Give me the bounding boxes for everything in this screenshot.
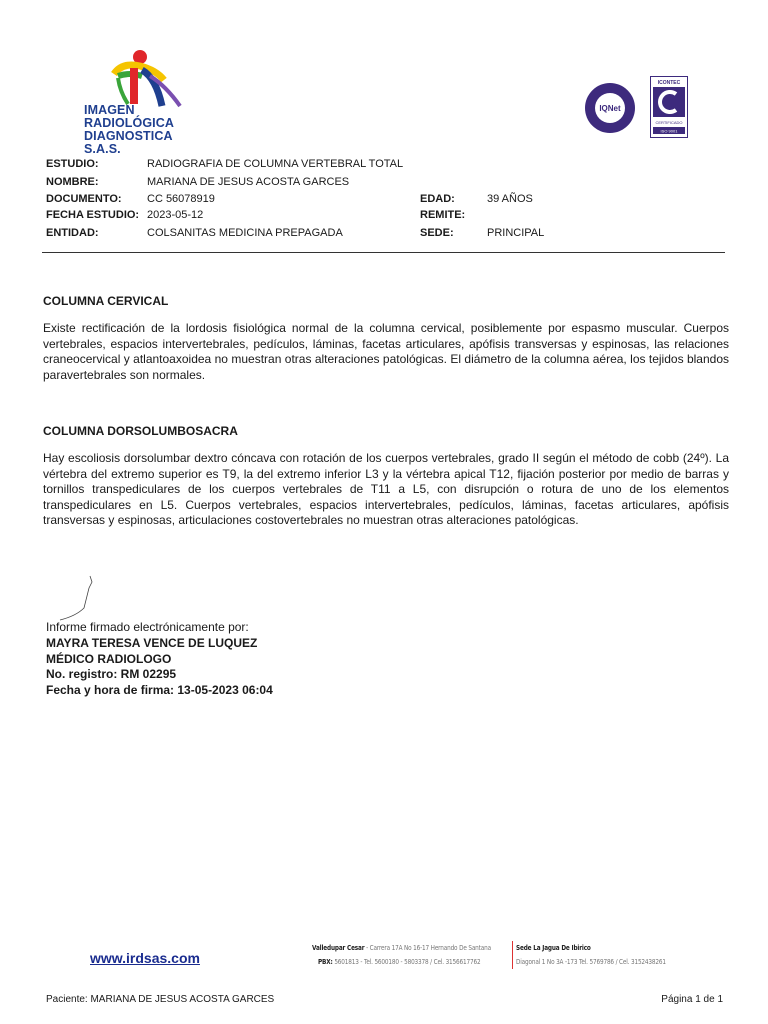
edad-label: EDAD:: [420, 193, 455, 205]
signature-datetime: Fecha y hora de firma: 13-05-2023 06:04: [46, 683, 273, 697]
icontec-iso-label: ISO 9001: [660, 128, 678, 134]
icontec-sub-label: CERTIFICADO: [655, 120, 683, 125]
estudio-value: RADIOGRAFIA DE COLUMNA VERTEBRAL TOTAL: [147, 158, 404, 170]
phones-list: 5601813 - Tel. 5600180 - 5803378 / Cel. 3156617762: [332, 958, 481, 966]
estudio-label: ESTUDIO:: [46, 158, 99, 170]
nombre-value: MARIANA DE JESUS ACOSTA GARCES: [147, 176, 350, 188]
website-link[interactable]: www.irdsas.com: [90, 950, 200, 966]
company-logo: [82, 46, 212, 156]
edad-value: 39 AÑOS: [487, 193, 533, 205]
doctor-title: MÉDICO RADIOLOGO: [46, 652, 172, 666]
logo-line-1: IMAGEN: [84, 103, 135, 117]
remite-label: REMITE:: [420, 209, 466, 221]
header-divider: [42, 252, 725, 253]
address-city-la-jagua: Sede La Jagua De Ibirico: [516, 944, 591, 952]
icontec-certification-seal: [650, 76, 688, 138]
sede-value: PRINCIPAL: [487, 227, 545, 239]
section-body-dorsolumbosacra: Hay escoliosis dorsolumbar dextro cóncava con rotación de los cuerpos vertebrales, grado II según el método de cobb (24º). La vértebra del extremo superior es T9, la del extremo inferior L3 y la vértebra apical T12, fijación posterior por medio de barras y tornillos transpediculares de los cuerpos vertebrales de T11 a L5, con disrupción o rotura de uno de los elementos transpediculares en L5. Cuerpos vertebrales, espacios intervertebrales, pedículos, láminas, facetas articulares, apófisis transversas y espinosas, articulaciones costovertebrales no muestran otras alteraciones patológicas.: [43, 451, 729, 528]
handwritten-signature: [54, 574, 114, 622]
entidad-label: ENTIDAD:: [46, 227, 99, 239]
iqnet-seal-text: IQNet: [599, 104, 621, 113]
address-street-valledupar: - Carrera 17A No 16-17 Hernando De Santana: [364, 944, 491, 952]
sede-label: SEDE:: [420, 227, 454, 239]
logo-line-3: DIAGNOSTICA S.A.S.: [84, 129, 173, 156]
pbx-label: PBX:: [318, 958, 333, 966]
phones-valledupar: [318, 955, 480, 969]
page-number: Página 1 de 1: [661, 994, 723, 1005]
signed-by-label: Informe firmado electrónicamente por:: [46, 620, 249, 634]
address-la-jagua: [516, 941, 591, 955]
iqnet-certification-seal: [584, 82, 636, 134]
documento-value: CC 56078919: [147, 193, 215, 205]
registro-number: No. registro: RM 02295: [46, 667, 177, 681]
section-body-cervical: Existe rectificación de la lordosis fisiológica normal de la columna cervical, posiblemente por espasmo muscular. Cuerpos vertebrales, espacios intervertebrales, pedículos, láminas, facetas articulares, apófisis transversas y espinosas, las relaciones craneocervical y atlantoaxoidea no muestran otras alteraciones patológicas. El diámetro de la columna aérea, los tejidos blandos paravertebrales son normales.: [43, 321, 729, 382]
address-street-la-jagua: Diagonal 1 No 3A -173 Tel. 5769786 / Cel. 3152438261: [516, 958, 666, 966]
fecha-estudio-label: FECHA ESTUDIO:: [46, 209, 140, 221]
fecha-estudio-value: 2023-05-12: [147, 209, 204, 221]
address-divider: [512, 941, 513, 969]
section-title-dorsolumbosacra: COLUMNA DORSOLUMBOSACRA: [43, 424, 238, 438]
doctor-name: MAYRA TERESA VENCE DE LUQUEZ: [46, 636, 258, 650]
footer-patient-name: Paciente: MARIANA DE JESUS ACOSTA GARCES: [46, 994, 275, 1005]
icontec-label: ICONTEC: [657, 80, 681, 86]
address-valledupar: [312, 941, 491, 955]
section-title-cervical: COLUMNA CERVICAL: [43, 294, 169, 308]
nombre-label: NOMBRE:: [46, 176, 99, 188]
logo-line-2: RADIOLÓGICA: [84, 116, 174, 130]
entidad-value: COLSANITAS MEDICINA PREPAGADA: [147, 227, 343, 239]
address-city-valledupar: Valledupar Cesar: [312, 944, 365, 952]
documento-label: DOCUMENTO:: [46, 193, 122, 205]
